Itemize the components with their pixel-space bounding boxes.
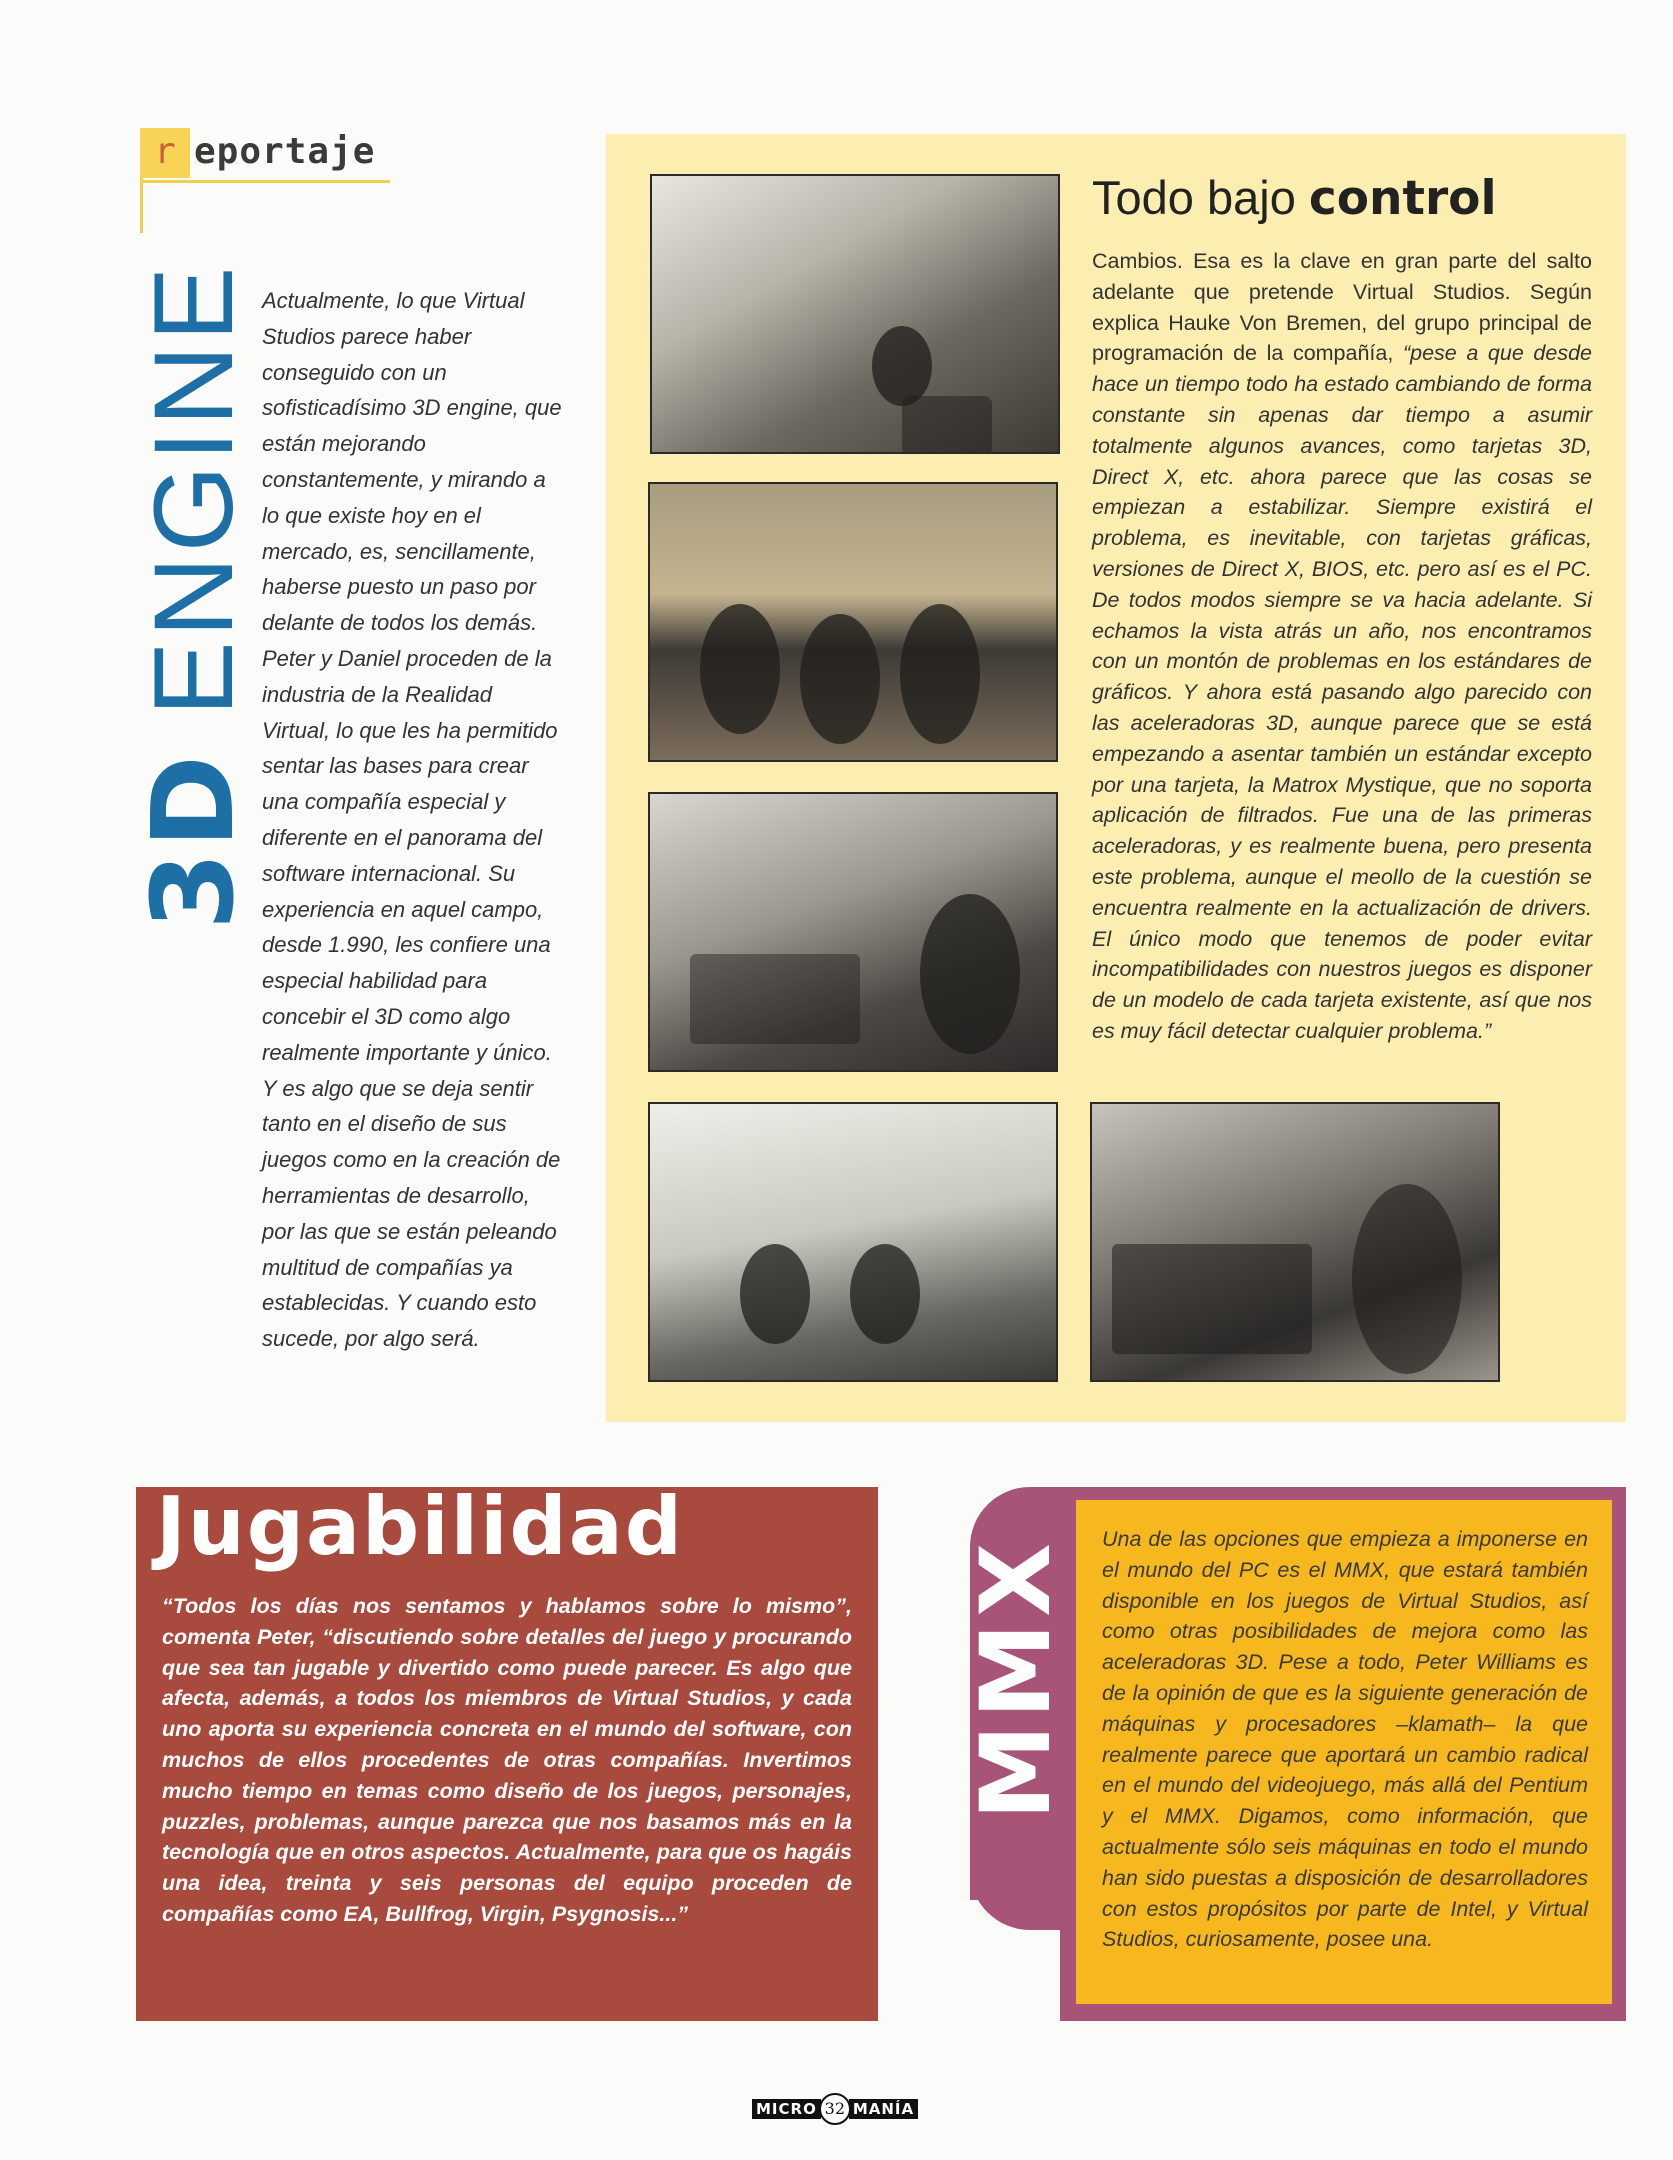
intro-text: Actualmente, lo que Virtual Studios parece haber conseguido con un sofisticadísimo 3D engine, que están mejorando constantemente, y mirando a lo que existe hoy en el mercado, es, sencillamente, haberse puesto un paso por delante de todos los demás. Peter y Daniel proceden de la industria de la Realidad Virtual, lo que les ha permitido sentar las bases para crear una compañía especial y diferente en el panorama del software internacional. Su experiencia en aquel campo, desde 1.990, les confiere una especial habilidad para concebir el 3D como algo realmente importante y único. Y es algo que se deja sentir tanto en el diseño de sus juegos como en la creación de herramientas de desarrollo, por las que se están peleando multitud de compañías ya establecidas. Y cuando esto sucede, por algo será. xyxy=(262,288,562,1352)
footer-brand-right: MANÍA xyxy=(849,2099,918,2119)
section-tag xyxy=(140,128,390,183)
panel-body-quote: “pese a que desde hace un tiempo todo ha estado cambiando de forma constante sin apenas dar tiempo a asumir totalmente algunos avances, como tarjetas 3D, Direct X, etc. ahora parece que las cosas se empiezan a estabilizar. Siempre existirá el problema, es inevitable, con tarjetas gráficas, versiones de Direct X, BIOS, etc. pero así es el PC. De todos modos siempre se va hacia adelante. Si echamos la vista atrás un año, nos encontramos con un montón de problemas en los estándares de gráficos. Y ahora está pasando algo parecido con las aceleradoras 3D, aunque parece que se está empezando a asentar también un estándar excepto por una tarjeta, la Matrox Mystique, que no soporta aplicación de filtrados. Fue una de las primeras aceleradoras, y es realmente buena, pero presenta este problema, aunque el meollo de la cuestión se encuentra realmente en la actualización de drivers. El único modo que tenemos de poder evitar incompatibilidades con nuestros juegos es disponer de un modelo de cada tarjeta existente, así que nos es muy fácil detectar cualquier problema.” xyxy=(1092,341,1592,1043)
engineer-photo xyxy=(1090,1102,1500,1382)
vertical-title-light: ENGINE xyxy=(131,262,256,716)
section-tag-rule xyxy=(140,178,143,233)
vertical-title xyxy=(129,262,259,930)
jugabilidad-box xyxy=(136,1480,878,2021)
panel-body xyxy=(1092,246,1592,1047)
panel-body-plain: Cambios. Esa es la clave en gran parte del salto adelante que pretende Virtual Studios. Según explica Hauke Von Bremen, del grupo principal de programación de la compañía, xyxy=(1092,249,1592,366)
sidebar-panel xyxy=(606,134,1626,1422)
office-photo xyxy=(648,1102,1058,1382)
vertical-title-bold: 3D xyxy=(129,751,259,930)
mmx-body: Una de las opciones que empieza a imponerse en el mundo del PC es el MMX, que estará también disponible en los juegos de Virtual Studios, así como otras posibilidades de mejora como las aceleradoras 3D. Pese a todo, Peter Williams es de la opinión de que es la siguiente generación de máquinas y procesadores –klamath– la que realmente parece que aportará un cambio radical en el mundo del videojuego, más allá del Pentium y el MMX. Digamos, como información, que actualmente sólo seis máquinas en todo el mundo han sido puestas a disposición de desarrolladores con estos propósitos por parte de Intel, y Virtual Studios, curiosamente, posee una. xyxy=(1102,1527,1588,1952)
sound-studio-photo xyxy=(648,792,1058,1072)
section-tag-label: eportaje xyxy=(194,131,376,172)
footer-brand-left: MICRO xyxy=(752,2099,821,2119)
page-footer xyxy=(752,2096,918,2122)
mmx-title: MMX xyxy=(960,1536,1072,1820)
panel-title-bold: control xyxy=(1308,171,1497,226)
panel-title-light: Todo bajo xyxy=(1092,171,1309,224)
jugabilidad-title: Jugabilidad xyxy=(156,1480,685,1573)
mmx-box xyxy=(1076,1500,1612,2004)
page-number: 32 xyxy=(819,2093,851,2125)
section-tag-letter: r xyxy=(140,128,190,178)
studio-photo xyxy=(650,174,1060,454)
panel-title xyxy=(1092,168,1497,229)
jugabilidad-body: “Todos los días nos sentamos y hablamos sobre lo mismo”, comenta Peter, “discutiendo sobre detalles del juego y procurando que sea tan jugable y divertido como puede parecer. Es algo que afecta, además, a todos los miembros de Virtual Studios, y cada uno aporta su experiencia concreta en el mundo del software, con muchos de ellos procedentes de otras compañías. Invertimos mucho tiempo en temas como diseño de los juegos, personajes, puzzles, problemas, aunque parezca que nos basamos más en la tecnología que en otros aspectos. Actualmente, para que os hagáis una idea, treinta y seis personas del equipo proceden de compañías como EA, Bullfrog, Virgin, Psygnosis...” xyxy=(162,1594,852,1926)
team-photo xyxy=(648,482,1058,762)
